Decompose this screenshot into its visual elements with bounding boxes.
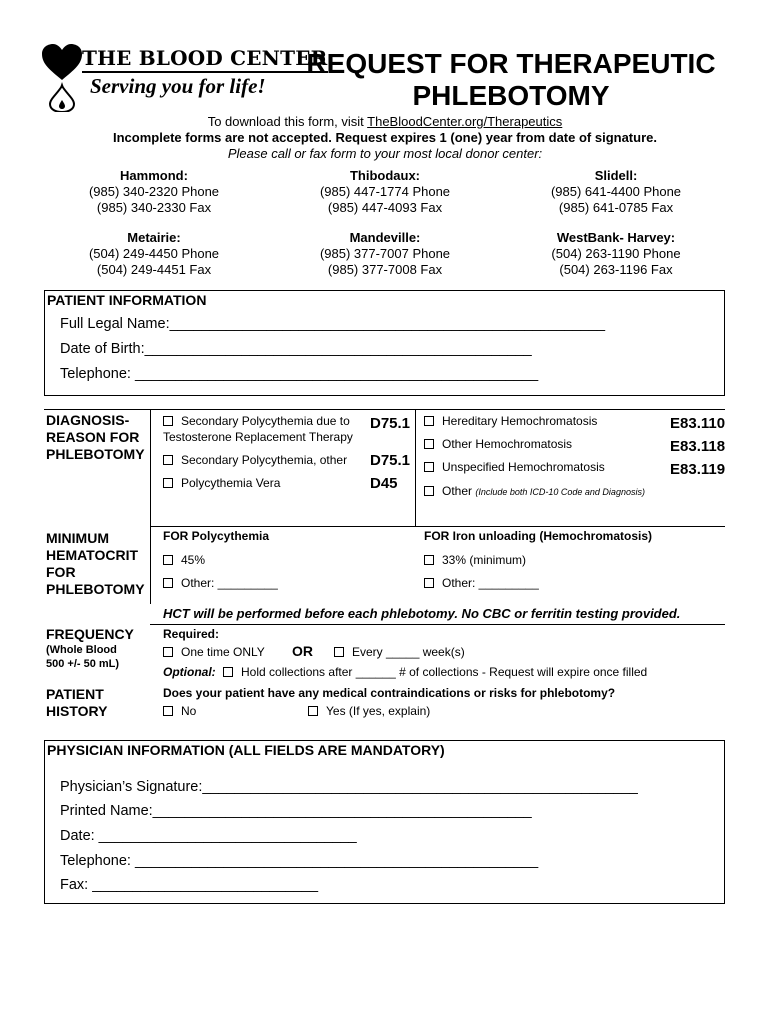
poly-other-option[interactable]: Other: _________ (163, 576, 278, 590)
hct-note: HCT will be performed before each phlebotomy. No CBC or ferritin testing provided. (163, 606, 681, 621)
dx-code: D75.1 (370, 415, 411, 432)
iron-other-option[interactable]: Other: _________ (424, 576, 539, 590)
history-question: Does your patient have any medical contraindications or risks for phlebotomy? (163, 686, 616, 700)
download-line: To download this form, visit TheBloodCenter.org/Therapeutics (207, 114, 563, 129)
dx-code: D75.1 (370, 452, 411, 469)
history-no[interactable]: No (163, 704, 196, 718)
checkbox-icon[interactable] (163, 478, 173, 488)
or-label: OR (292, 643, 313, 659)
hematocrit-label: MINIMUM HEMATOCRIT FOR PHLEBOTOMY (46, 530, 145, 597)
history-yes[interactable]: Yes (If yes, explain) (308, 704, 430, 718)
optional-label: Optional: (163, 665, 216, 679)
checkbox-icon[interactable] (163, 706, 173, 716)
freq-every-weeks[interactable]: Every _____ week(s) (334, 645, 465, 659)
dx-unspecified-hemo[interactable]: Unspecified Hemochromatosis (424, 460, 605, 474)
freq-one-time[interactable]: One time ONLY (163, 645, 265, 659)
incomplete-note: Incomplete forms are not accepted. Request expires 1 (one) year from date of signature. (113, 130, 657, 145)
form-title: REQUEST FOR THERAPEUTIC PHLEBOTOMY (306, 48, 716, 111)
checkbox-icon[interactable] (424, 555, 434, 565)
checkbox-icon[interactable] (163, 555, 173, 565)
center-slidell: Slidell: (985) 641-4400 Phone (985) 641-0785 Fax (550, 168, 682, 215)
org-name: THE BLOOD CENTER (82, 46, 328, 70)
checkbox-icon[interactable] (223, 667, 233, 677)
dx-secondary-trt-line2: Testosterone Replacement Therapy (163, 430, 353, 444)
patient-info-title: PATIENT INFORMATION (47, 292, 207, 308)
history-label: PATIENT HISTORY (46, 686, 108, 719)
required-label: Required: (163, 627, 220, 641)
blood-drop-heart-logo-icon (42, 44, 82, 112)
dx-secondary-trt[interactable]: Secondary Polycythemia due to (163, 414, 350, 428)
download-link[interactable]: TheBloodCenter.org/Therapeutics (367, 114, 563, 129)
center-mandeville: Mandeville: (985) 377-7007 Phone (985) 377-7008 Fax (319, 230, 451, 277)
printed-name-field[interactable]: Printed Name:_______________________________________________ (60, 803, 532, 819)
dob-field[interactable]: Date of Birth:________________________________________________ (60, 341, 532, 357)
fax-field[interactable]: Fax: ____________________________ (60, 877, 319, 893)
freq-optional-row[interactable]: Optional: Hold collections after ______ # of collections - Request will expire once filled (163, 665, 648, 679)
poly-45-option[interactable]: 45% (163, 553, 205, 567)
dx-code: E83.118 (670, 438, 726, 455)
checkbox-icon[interactable] (424, 439, 434, 449)
checkbox-icon[interactable] (424, 416, 434, 426)
date-field[interactable]: Date: ________________________________ (60, 828, 357, 844)
iron-title: FOR Iron unloading (Hemochromatosis) (424, 529, 653, 543)
physician-info-title: PHYSICIAN INFORMATION (ALL FIELDS ARE MANDATORY) (47, 742, 445, 758)
dx-hereditary-hemo[interactable]: Hereditary Hemochromatosis (424, 414, 597, 428)
call-note: Please call or fax form to your most local donor center: (227, 146, 543, 161)
center-westbank: WestBank- Harvey: (504) 263-1190 Phone (504) 263-1196 Fax (551, 230, 681, 277)
checkbox-icon[interactable] (163, 455, 173, 465)
dx-code: E83.119 (670, 461, 726, 478)
center-metairie: Metairie: (504) 249-4450 Phone (504) 249-4451 Fax (88, 230, 220, 277)
checkbox-icon[interactable] (163, 416, 173, 426)
org-tagline: Serving you for life! (90, 74, 266, 98)
dx-code: D45 (370, 475, 398, 492)
patient-phone-field[interactable]: Telephone: __________________________________________________ (60, 366, 539, 382)
dx-other[interactable]: Other (Include both ICD-10 Code and Diagnosis) (424, 484, 645, 498)
checkbox-icon[interactable] (163, 647, 173, 657)
checkbox-icon[interactable] (334, 647, 344, 657)
iron-33-option[interactable]: 33% (minimum) (424, 553, 526, 567)
center-thibodaux: Thibodaux: (985) 447-1774 Phone (985) 447-4093 Fax (319, 168, 451, 215)
center-hammond: Hammond: (985) 340-2320 Phone (985) 340-2330 Fax (88, 168, 220, 215)
checkbox-icon[interactable] (308, 706, 318, 716)
physician-phone-field[interactable]: Telephone: __________________________________________________ (60, 853, 539, 869)
diagnosis-label: DIAGNOSIS- REASON FOR PHLEBOTOMY (46, 412, 145, 462)
dx-polycythemia-vera[interactable]: Polycythemia Vera (163, 476, 280, 490)
checkbox-icon[interactable] (424, 462, 434, 472)
full-name-field[interactable]: Full Legal Name:______________________________________________________ (60, 316, 606, 332)
physician-signature-field[interactable]: Physician’s Signature:______________________________________________________ (60, 779, 638, 795)
poly-title: FOR Polycythemia (163, 529, 270, 543)
frequency-label: FREQUENCY (46, 626, 134, 642)
dx-secondary-other[interactable]: Secondary Polycythemia, other (163, 453, 347, 467)
dx-code: E83.110 (670, 415, 726, 432)
checkbox-icon[interactable] (163, 578, 173, 588)
frequency-sub: (Whole Blood 500 +/- 50 mL) (46, 644, 120, 670)
checkbox-icon[interactable] (424, 486, 434, 496)
checkbox-icon[interactable] (424, 578, 434, 588)
dx-other-hemo[interactable]: Other Hemochromatosis (424, 437, 572, 451)
